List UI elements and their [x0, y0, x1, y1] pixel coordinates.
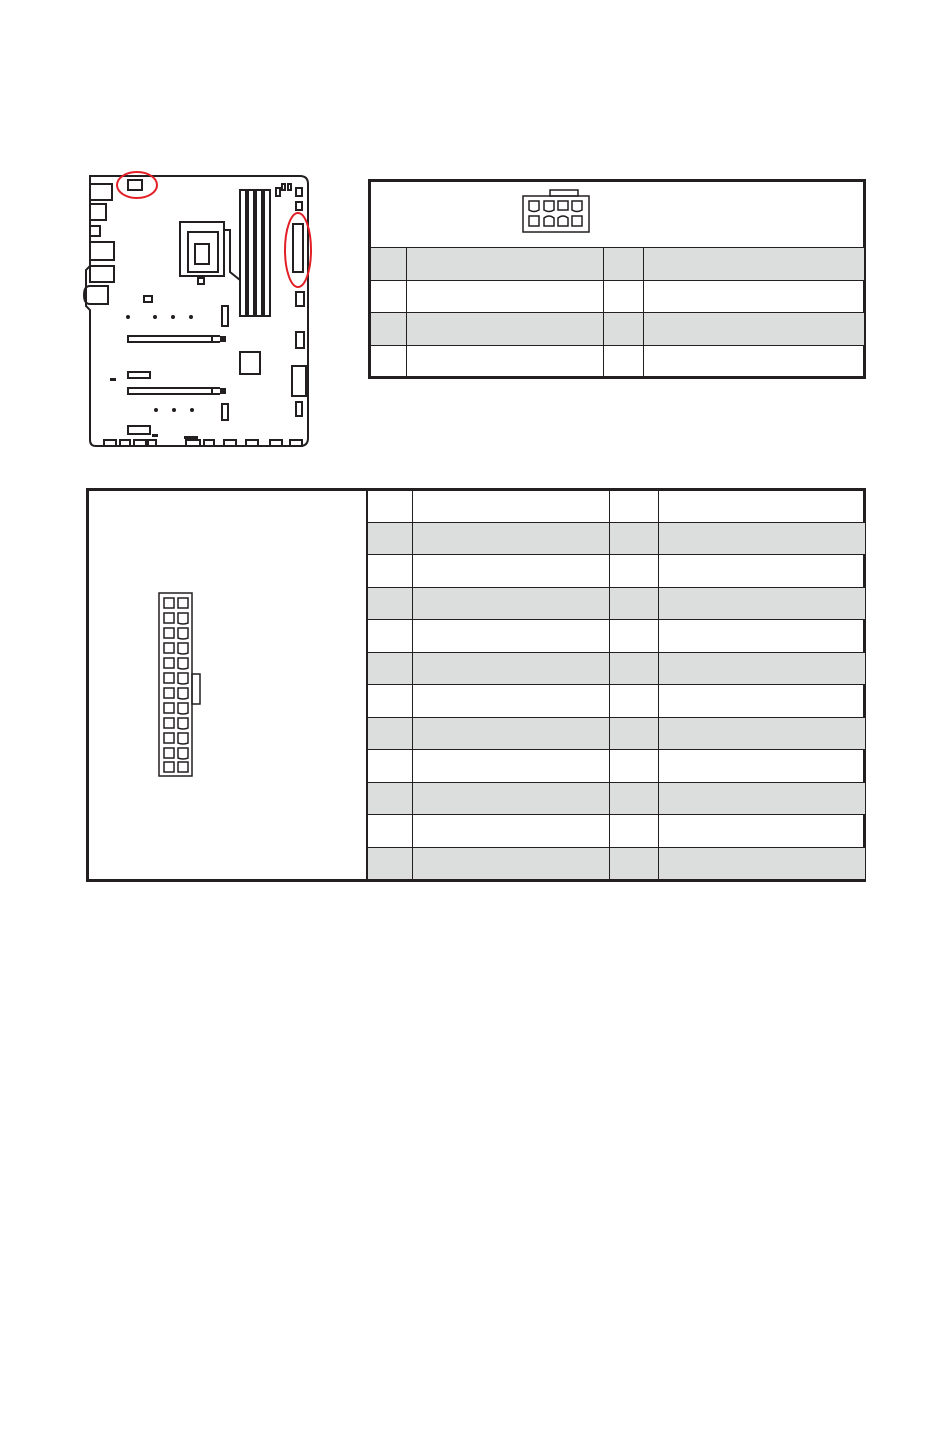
table-row: [368, 685, 866, 718]
motherboard-layout-icon: [80, 170, 320, 455]
table-row: [368, 717, 866, 750]
cpu-power-pin-grid: [370, 247, 865, 378]
table-row: [368, 847, 866, 880]
8-pin-connector-icon: [520, 188, 590, 234]
table-row: [368, 490, 866, 523]
table-row: [368, 750, 866, 783]
table-row: [371, 248, 865, 281]
table-row: [368, 587, 866, 620]
table-row: [368, 522, 866, 555]
table-row: [371, 345, 865, 378]
table-row: [371, 313, 865, 346]
table-row: [368, 620, 866, 653]
table-row: [368, 555, 866, 588]
table-row: [371, 280, 865, 313]
table-row: [368, 815, 866, 848]
24-pin-connector-icon: [156, 590, 206, 780]
atx-power-pin-grid: [367, 489, 866, 880]
table-row: [368, 782, 866, 815]
table-row: [368, 652, 866, 685]
